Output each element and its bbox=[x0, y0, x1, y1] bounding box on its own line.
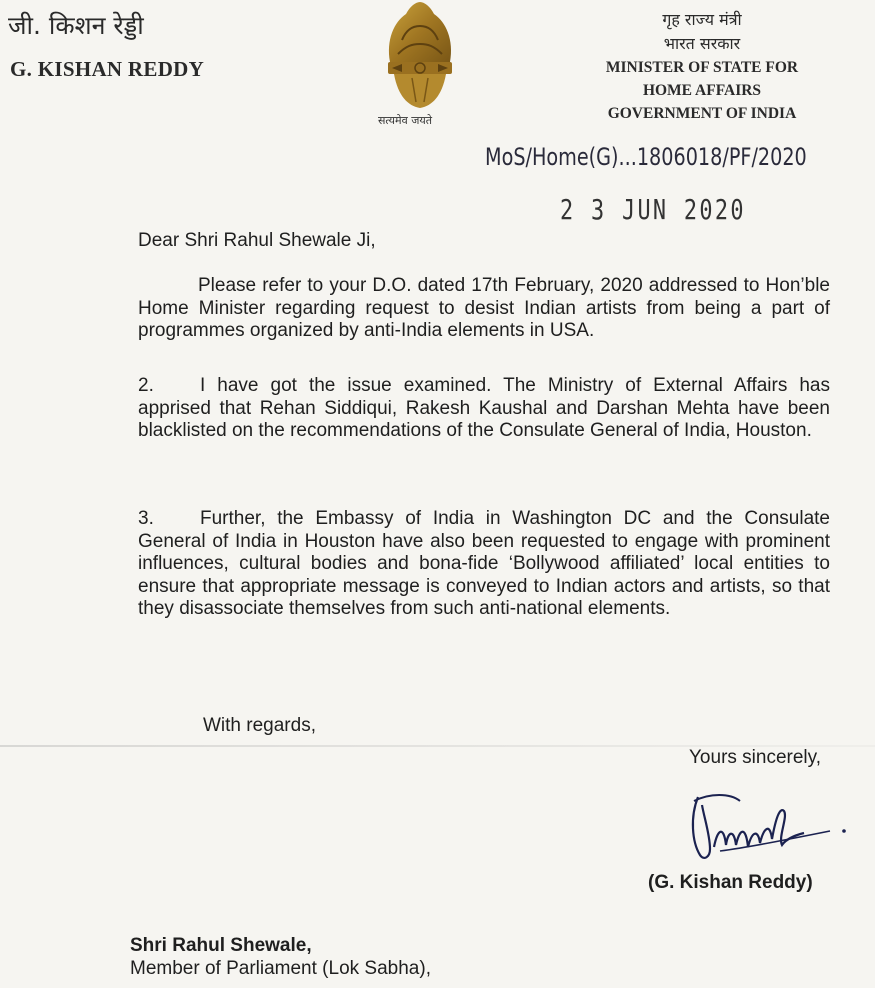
paragraph-1-text: Please refer to your D.O. dated 17th February, 2020 addressed to Hon’ble Home Minister regarding request to desist Indian artists from being a part of programmes organized by anti-India elements in USA. bbox=[138, 275, 830, 341]
paragraph-3 bbox=[138, 508, 830, 621]
designation-english-line3: GOVERNMENT OF INDIA bbox=[607, 105, 797, 122]
addressee-designation: Member of Parliament (Lok Sabha), bbox=[130, 958, 431, 979]
addressee-name: Shri Rahul Shewale, bbox=[130, 935, 312, 956]
closing-regards: With regards, bbox=[203, 715, 316, 736]
paragraph-2-number: 2. bbox=[138, 375, 154, 396]
designation-english-line1: MINISTER OF STATE FOR bbox=[605, 59, 799, 76]
sender-name-english: G. KISHAN REDDY bbox=[10, 57, 205, 81]
paragraph-2-text: I have got the issue examined. The Ministry of External Affairs has apprised that Rehan Siddiqui, Rakesh Kaushal and Darshan Mehta have been blacklisted on the recommendations of the Consulate General of India, Houston. bbox=[138, 375, 830, 441]
designation-english-line2: HOME AFFAIRS bbox=[642, 82, 762, 99]
handwritten-signature bbox=[680, 787, 860, 867]
paragraph-2 bbox=[138, 375, 830, 443]
designation-hindi-line1: गृह राज्य मंत्री bbox=[662, 10, 742, 29]
date-stamp: 2 3 JUN 2020 bbox=[560, 193, 746, 226]
salutation: Dear Shri Rahul Shewale Ji, bbox=[138, 230, 376, 251]
emblem-motto: सत्यमेव जयते bbox=[378, 114, 433, 127]
paragraph-3-number: 3. bbox=[138, 508, 154, 529]
sign-off: Yours sincerely, bbox=[689, 747, 822, 768]
paragraph-1 bbox=[138, 275, 830, 343]
signatory-name: (G. Kishan Reddy) bbox=[648, 872, 813, 893]
national-emblem-icon bbox=[372, 0, 468, 110]
paragraph-3-text: Further, the Embassy of India in Washington DC and the Consulate General of India in Houston have also been requested to engage with prominent influences, cultural bodies and bona-fide ‘Bollywood affiliated’ local entities to ensure that appropriate message is conveyed to Indian actors and artists, so that they disassociate themselves from such anti-national elements. bbox=[138, 508, 830, 619]
designation-hindi-line2: भारत सरकार bbox=[663, 34, 741, 53]
designation-block bbox=[587, 8, 817, 125]
sender-name-hindi: जी. किशन रेड्डी bbox=[8, 11, 144, 40]
reference-number: MoS/Home(G)...1806018/PF/2020 bbox=[485, 143, 807, 171]
